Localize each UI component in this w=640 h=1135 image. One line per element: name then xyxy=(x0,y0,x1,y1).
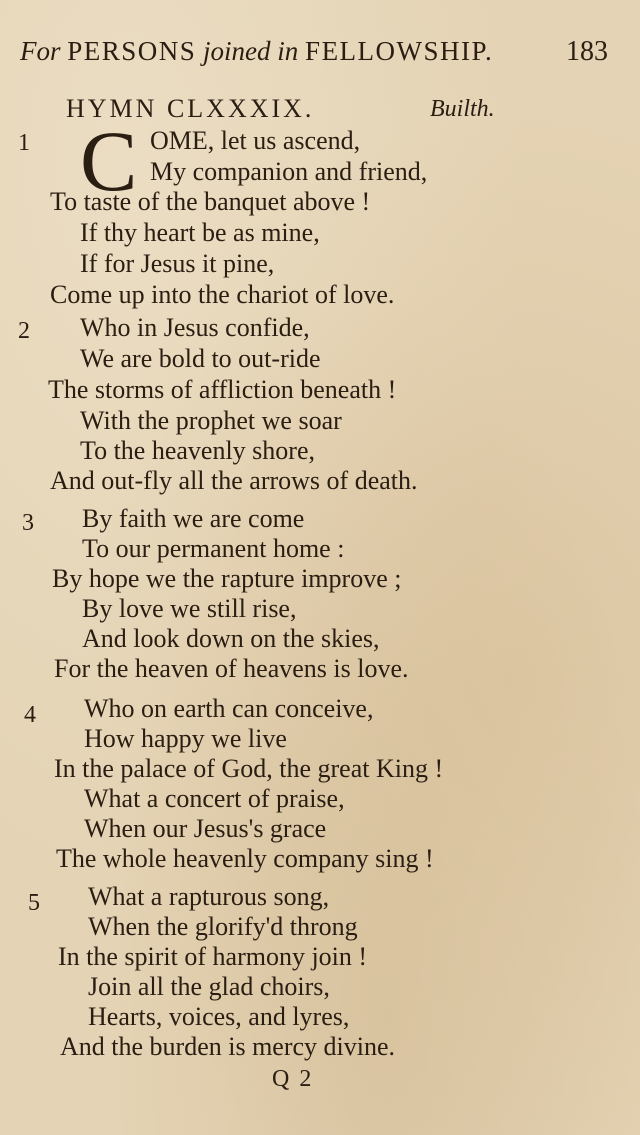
stanza-line: Come up into the chariot of love. xyxy=(50,280,395,309)
stanza-line: To our permanent home : xyxy=(82,534,345,563)
stanza-line: Hearts, voices, and lyres, xyxy=(88,1002,350,1031)
stanza-line: If for Jesus it pine, xyxy=(80,249,275,278)
stanza-number: 1 xyxy=(18,130,30,156)
stanza-line: The storms of affliction beneath ! xyxy=(48,375,397,404)
stanza-line: By hope we the rapture improve ; xyxy=(52,564,402,593)
stanza-line: When our Jesus's grace xyxy=(84,814,327,843)
stanza-line: For the heaven of heavens is love. xyxy=(54,654,409,683)
stanza-line: And the burden is mercy divine. xyxy=(60,1032,396,1061)
stanza-line: By faith we are come xyxy=(82,504,305,533)
stanza-line: To the heavenly shore, xyxy=(80,436,315,465)
stanza-line: To taste of the banquet above ! xyxy=(50,187,371,216)
stanza-number: 4 xyxy=(24,702,36,728)
stanza-line: How happy we live xyxy=(84,724,287,753)
hymn-title: HYMN CLXXXIX. xyxy=(66,94,315,123)
running-head-for: For xyxy=(20,36,61,66)
tune-name: Builth. xyxy=(430,96,495,122)
stanza-line: OME, let us ascend, xyxy=(150,126,361,155)
stanza-line: What a concert of praise, xyxy=(84,784,345,813)
stanza-line: Who on earth can conceive, xyxy=(84,694,374,723)
stanza-line: And look down on the skies, xyxy=(82,624,380,653)
stanza-line: By love we still rise, xyxy=(82,594,297,623)
stanza-line: With the prophet we soar xyxy=(80,406,342,435)
stanza-line: In the spirit of harmony join ! xyxy=(58,942,368,971)
stanza-line: My companion and friend, xyxy=(150,157,428,186)
stanza-line: And out-fly all the arrows of death. xyxy=(50,466,418,495)
dropcap: C xyxy=(80,113,138,209)
stanza-number: 3 xyxy=(22,510,34,536)
running-head-persons: PERSONS xyxy=(67,36,197,66)
stanza-line: We are bold to out-ride xyxy=(80,344,321,373)
running-head xyxy=(20,36,620,76)
signature-mark: Q 2 xyxy=(272,1066,314,1092)
stanza-number: 2 xyxy=(18,318,30,344)
running-head-joined-in: joined in xyxy=(203,36,299,66)
stanza-line: In the palace of God, the great King ! xyxy=(54,754,444,783)
stanza-line: When the glorify'd throng xyxy=(88,912,358,941)
stanza-line: Who in Jesus confide, xyxy=(80,313,310,342)
stanza-line: What a rapturous song, xyxy=(88,882,330,911)
stanza-number: 5 xyxy=(28,890,40,916)
stanza-line: Join all the glad choirs, xyxy=(88,972,330,1001)
stanza-line: The whole heavenly company sing ! xyxy=(56,844,434,873)
stanza-line: If thy heart be as mine, xyxy=(80,218,320,247)
running-head-fellowship: FELLOWSHIP. xyxy=(305,36,494,66)
page-number: 183 xyxy=(566,36,608,67)
